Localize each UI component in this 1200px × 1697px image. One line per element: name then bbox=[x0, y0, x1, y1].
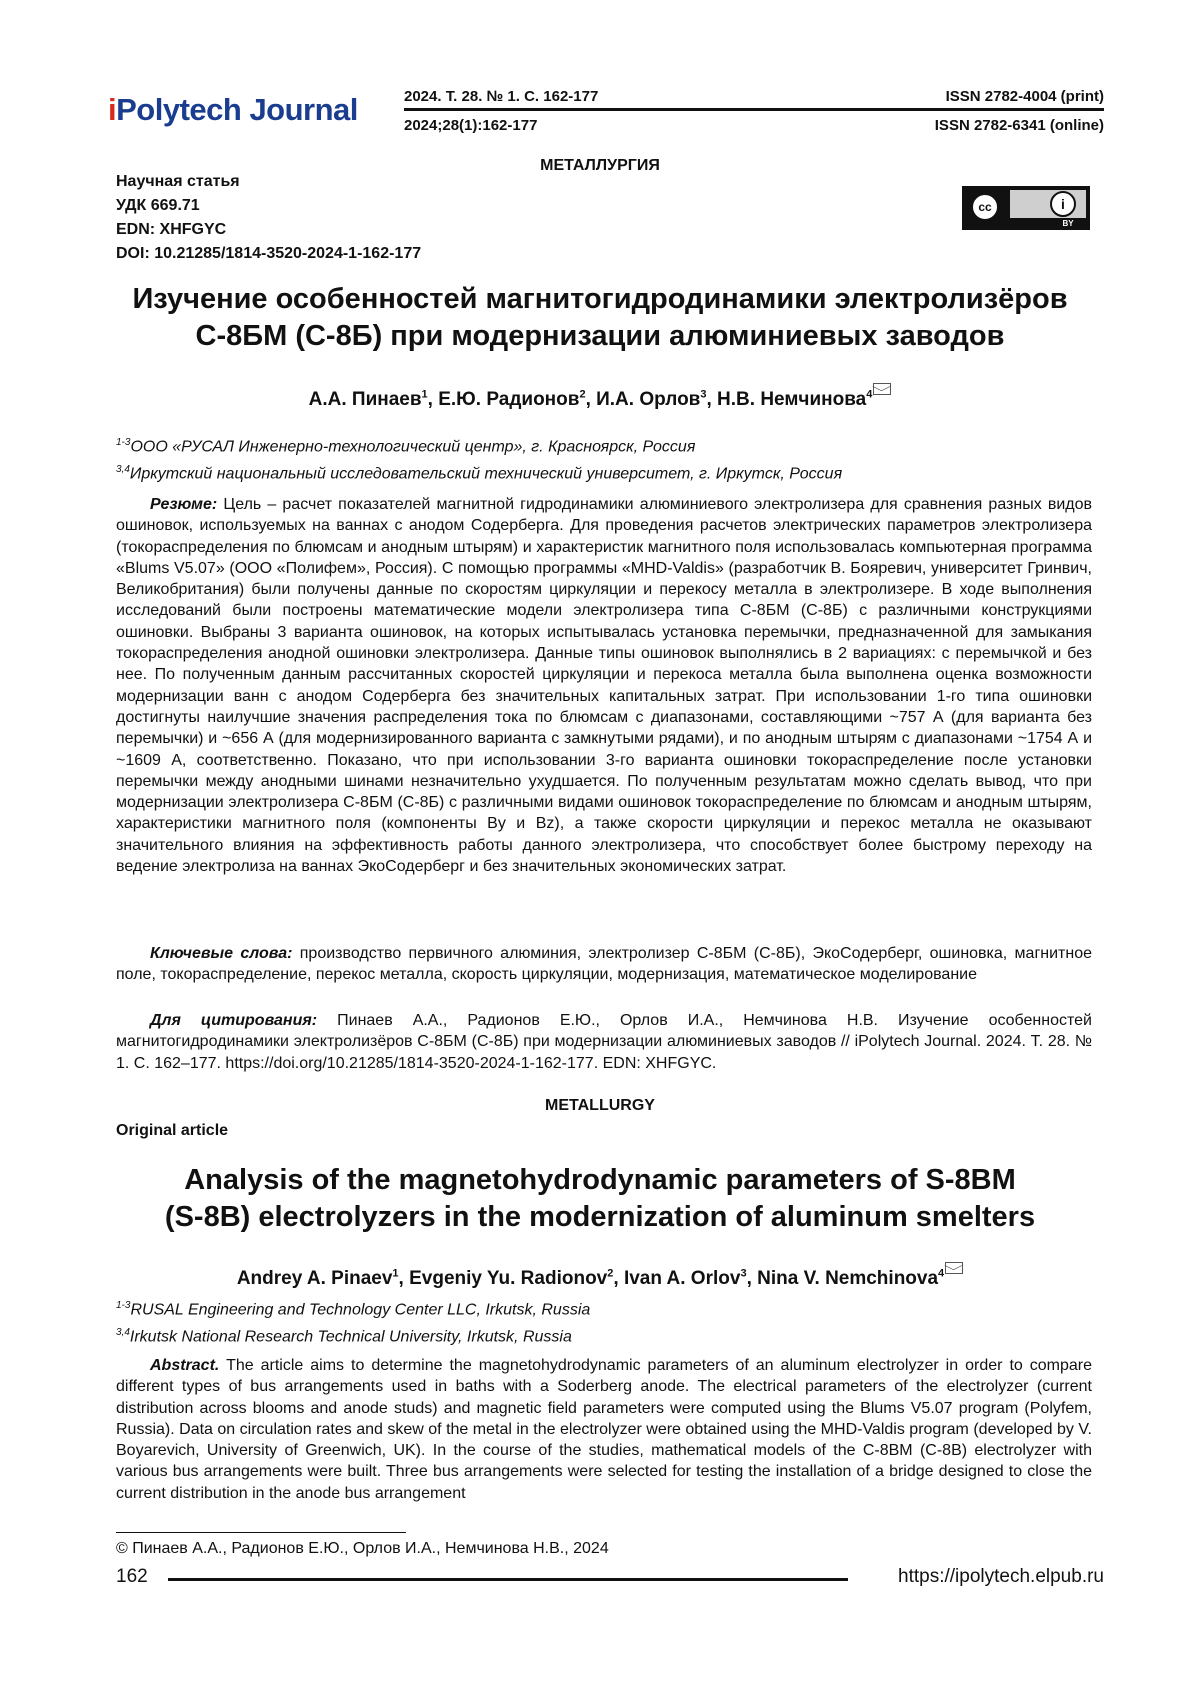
author: Н.В. Немчинова$^4$ bbox=[717, 388, 873, 410]
citation-ru: 2024. Т. 28. № 1. С. 162-177 bbox=[404, 88, 599, 105]
section-en: METALLURGY bbox=[545, 1097, 655, 1114]
doi: DOI: 10.21285/1814-3520-2024-1-162-177 bbox=[116, 245, 422, 262]
header-rule bbox=[404, 108, 1104, 111]
authors-ru bbox=[0, 383, 1200, 411]
article-meta bbox=[116, 170, 421, 266]
title-en: Analysis of the magnetohydrodynamic parameters of S-8BM (S-8B) electrolyzers in the modernization of aluminum smelters bbox=[164, 1164, 1036, 1233]
page-number: 162 bbox=[116, 1566, 148, 1587]
cc-by-license-badge[interactable] bbox=[962, 186, 1090, 230]
abstract-en: Abstract. The article aims to determine the magnetohydrodynamic parameters of an aluminum electrolyzer in order to compare different types of bus arrangements used in baths with a Soderberg anode. The electrical parameters of the electrolyzer (current distribution across blooms and anode studs) and magnetic field parameters were computed using the Blums V5.07 program (Polyfem, Russia). Data on circulation rates and skew of the metal in the electrolyzer were obtained using the MHD-Valdis program (developed by V. Boyarevich, University of Greenwich, UK). In the course of the studies, mathematical models of the C-8BM (C-8B) electrolyzer with various bus arrangements were built. Three bus arrangements were selected for testing the installation of a bridge designed to close the current distribution in the anode bus arrangement bbox=[116, 1357, 1093, 1502]
citation-en: 2024;28(1):162-177 bbox=[404, 117, 538, 134]
citation-block: Для цитирования: Пинаев А.А., Радионов Е.Ю., Орлов И.А., Немчинова Н.В. Изучение особенностей магнитогидродинамики электролизёров С-8БМ (С-8Б) при модернизации алюминиевых заводов // iPolytech Journal. 2024. Т. 28. № 1. С. 162–177. https://doi.org/10.21285/1814-3520-2024-1-162-177. EDN: XHFGYC. bbox=[116, 1012, 1092, 1072]
envelope-icon[interactable] bbox=[873, 383, 891, 395]
author: Nina V. Nemchinova$^4$ bbox=[757, 1267, 945, 1289]
by-label: BY bbox=[1062, 219, 1074, 228]
udk: УДК 669.71 bbox=[116, 197, 200, 214]
person-icon: i bbox=[1050, 191, 1076, 217]
footer-rule bbox=[168, 1578, 848, 1581]
journal-logo: iPolytech Journal bbox=[108, 92, 358, 127]
footnote-rule bbox=[116, 1532, 406, 1533]
article-type-en: Original article bbox=[116, 1122, 229, 1139]
journal-url-link[interactable]: https://ipolytech.elpub.ru bbox=[898, 1566, 1104, 1587]
author: И.А. Орлов$^3$, bbox=[596, 388, 718, 410]
author: Ivan A. Orlov$^3$, bbox=[623, 1267, 758, 1289]
title-ru: Изучение особенностей магнитогидродинамики электролизёров С-8БМ (С-8Б) при модернизации алюминиевых заводов bbox=[132, 283, 1068, 352]
issn-online: ISSN 2782-6341 (online) bbox=[934, 117, 1104, 134]
affiliations-ru: $^{1-3}$ООО «РУСАЛ Инженерно-технологический центр», г. Красноярск, Россия $^{3,4}$Иркутский национальный исследовательский технический университет, г. Иркутск, Россия bbox=[116, 437, 843, 483]
cc-icon: cc bbox=[970, 192, 1000, 222]
copyright-notice: © Пинаев А.А., Радионов Е.Ю., Орлов И.А., Немчинова Н.В., 2024 bbox=[116, 1540, 609, 1557]
affiliations-en: $^{1-3}$RUSAL Engineering and Technology Center LLC, Irkutsk, Russia $^{3,4}$Irkutsk National Research Technical University, Irkutsk, Russia bbox=[116, 1300, 591, 1346]
authors-en bbox=[0, 1262, 1200, 1290]
abstract-ru: Резюме: Цель – расчет показателей магнитной гидродинамики алюминиевого электролизера для сравнения разных видов ошиновок, используемых на ваннах с анодом Содерберга. Для проведения расчетов электрических параметров электролизера (токораспределения по блюмсам и анодным штырям) и характеристик магнитного поля использовалась компьютерная программа «Blums V5.07» (ООО «Полифем», Россия). С помощью программы «MHD-Valdis» (разработчик В. Бояревич, университет Гринвич, Великобритания) были получены данные по скоростям циркуляции и перекосу металла в электролизере. В ходе выполнения исследований были построены математические модели электролизера типа С-8БМ (С-8Б) с различными конструкциями ошиновки. Выбраны 3 варианта ошиновок, на которых испытывалась установка перемычки, предназначенной для замыкания токораспределения анодной ошиновки электролизера. Данные типы ошиновок выполнялись в 2 вариациях: с перемычкой и без нее. По полученным данным рассчитанных скоростей циркуляции и перекоса металла была выполнена оценка возможности модернизации ванн с анодом Содерберга без значительных капитальных затрат. При использовании 1-го типа ошиновки достигнуты наилучшие значения распределения тока по блюмсам с диапазонами, составляющими ~757 А (для варианта без перемычки) и ~656 А (для модернизированного варианта с замкнутыми рядами), и по анодным штырям с диапазонами ~1754 А и ~1609 А, соответственно. Показано, что при использовании 3-го варианта ошиновки токораспределение после установки перемычки между анодными шинами незначительно ухудшается. По полученным результатам можно сделать вывод, что при модернизации электролизера С-8БМ (С-8Б) с различными видами ошиновок токораспределение по блюмсам и анодным штырям, характеристики магнитного поля (компоненты By и Bz), а также скорости циркуляции и перекос металла не оказывают значительного влияния на эффективность работы данного электролизера, что способствует более быстрому переходу на ведение электролиза на ваннах ЭкоСодерберг и без значительных экономических затрат. bbox=[116, 496, 1093, 876]
edn: EDN: XHFGYC bbox=[116, 221, 227, 238]
section-ru: МЕТАЛЛУРГИЯ bbox=[540, 157, 660, 174]
envelope-icon[interactable] bbox=[945, 1262, 963, 1274]
author: Andrey A. Pinaev$^1$, bbox=[236, 1267, 410, 1289]
author: А.А. Пинаев$^1$, bbox=[308, 388, 439, 410]
keywords-ru: Ключевые слова: производство первичного алюминия, электролизер С-8БМ (С-8Б), ЭкоСодерберг, ошиновка, магнитное поле, токораспределение, перекос металла, скорость циркуляции, модернизация, математическое моделирование bbox=[116, 945, 1093, 984]
author: Evgeniy Yu. Radionov$^2$, bbox=[409, 1267, 624, 1289]
author: Е.Ю. Радионов$^2$, bbox=[438, 388, 597, 410]
article-type: Научная статья bbox=[116, 173, 240, 190]
issn-print: ISSN 2782-4004 (print) bbox=[945, 88, 1104, 105]
